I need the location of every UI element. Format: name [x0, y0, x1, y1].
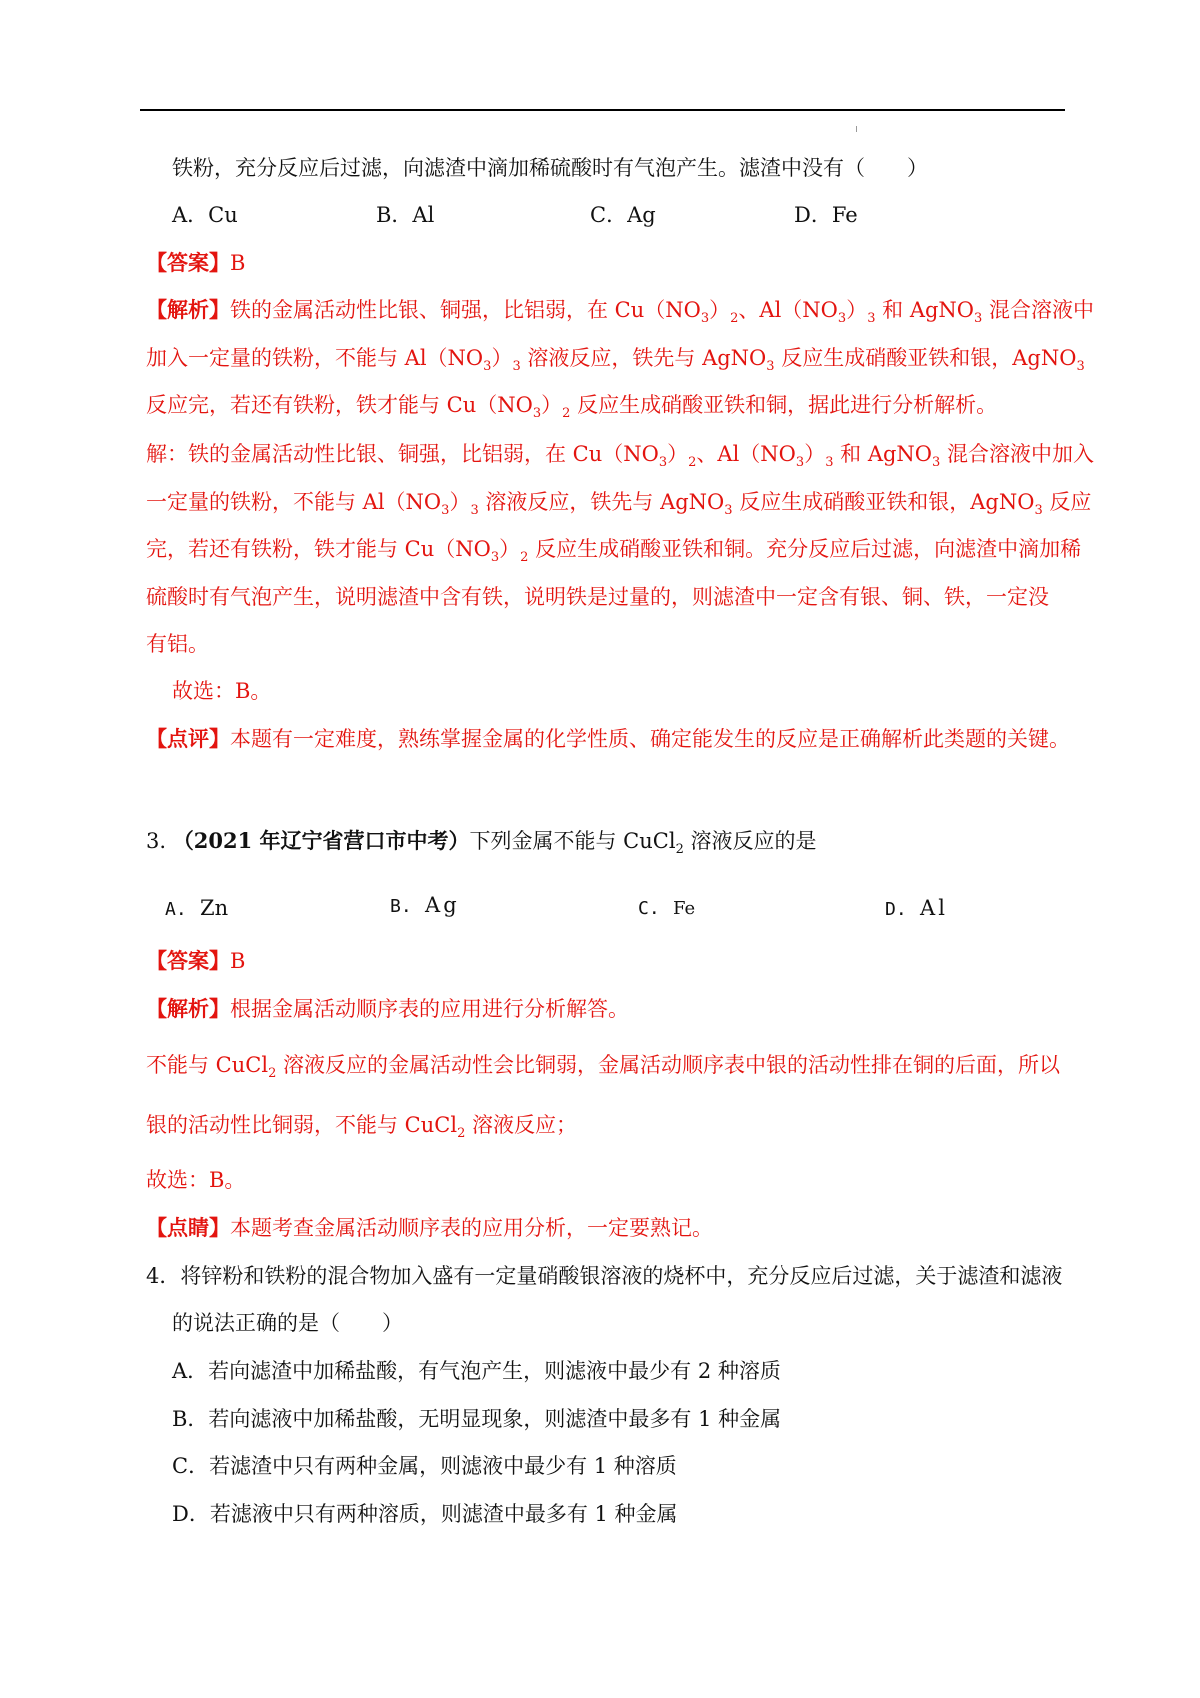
q2-analysis-line-2 [146, 343, 1085, 373]
subscript: 2 [562, 406, 571, 421]
text-run: 反应完，若还有铁粉，铁才能与 Cu（NO [146, 393, 533, 417]
q3-review [146, 1213, 713, 1243]
chem-line [146, 346, 1085, 374]
subscript: 3 [470, 503, 479, 518]
review-text: 本题有一定难度，熟练掌握金属的化学性质、确定能发生的反应是正确解析此类题的关键。 [230, 727, 1070, 751]
review-text: 本题考查金属活动顺序表的应用分析，一定要熟记。 [230, 1216, 713, 1240]
q2-solution-line-4 [146, 582, 1049, 612]
q2-answer [146, 248, 245, 278]
text-run: 反应生成硝酸亚铁和银，AgNO [774, 346, 1077, 370]
chem-line [146, 490, 1092, 518]
text-run: ） [846, 298, 868, 322]
text-run: 有铝。 [146, 632, 209, 656]
text-run: 反应生成硝酸亚铁和银，AgNO [732, 490, 1035, 514]
q2-review [146, 724, 1070, 754]
q3-option-d: D. Al [885, 896, 948, 920]
subscript: 3 [837, 311, 847, 326]
text-run: 溶液反应，铁先与 AgNO [478, 490, 725, 514]
subscript: 3 [490, 550, 500, 565]
text-run: 解：铁的金属活动性比银、铜强，比铝弱，在 Cu（NO [146, 442, 659, 466]
chem-line [146, 537, 1082, 565]
text-run: 、Al（NO [738, 298, 838, 322]
subscript: 3 [483, 359, 492, 374]
q2-solution-line-3 [146, 534, 1081, 564]
text-run: 一定量的铁粉，不能与 Al（NO [146, 490, 442, 514]
subscript: 3 [974, 311, 983, 326]
chem-line [146, 442, 1094, 470]
text-run: 混合溶液中加入 [940, 442, 1094, 466]
chem-line [146, 632, 209, 656]
text-run: ） [667, 442, 689, 466]
q3-stem [146, 826, 817, 856]
subscript: 3 [766, 359, 775, 374]
q2-solution-line-2 [146, 487, 1091, 517]
subscript: 2 [675, 842, 684, 857]
subscript: 3 [867, 311, 876, 326]
q2-option-b: B．Al [376, 203, 435, 227]
chem-line [230, 298, 1094, 326]
text-run: 铁的金属活动性比银、铜强，比铝弱，在 Cu（NO [230, 298, 701, 322]
subscript: 3 [932, 455, 941, 470]
q3-detail-line-2: 银的活动性比铜弱，不能与 CuCl$_2$ 溶液反应； [146, 1113, 578, 1141]
q4-stem-line-2: 的说法正确的是（ ） [172, 1311, 403, 1335]
subscript: 3 [532, 406, 542, 421]
text-run: 和 AgNO [875, 298, 975, 322]
q2-option-c: C．Ag [590, 203, 656, 227]
question-number: 3. [146, 829, 167, 853]
text-run: 反应生成硝酸亚铁和铜。充分反应后过滤，向滤渣中滴加稀 [528, 537, 1082, 561]
question-source: （2021 年辽宁省营口市中考） [172, 828, 470, 853]
answer-tag: 【答案】 [146, 250, 230, 275]
q4-option-a: A．若向滤渣中加稀盐酸，有气泡产生，则滤液中最少有 2 种溶质 [172, 1359, 781, 1383]
text-run: 加入一定量的铁粉，不能与 Al（NO [146, 346, 484, 370]
analysis-text: 根据金属活动顺序表的应用进行分析解答。 [230, 997, 629, 1021]
subscript: 2 [730, 311, 739, 326]
q4-option-c: C．若滤渣中只有两种金属，则滤液中最少有 1 种溶质 [172, 1454, 677, 1478]
q4-option-b: B．若向滤液中加稀盐酸，无明显现象，则滤渣中最多有 1 种金属 [172, 1407, 782, 1431]
analysis-tag: 【解析】 [146, 297, 230, 322]
q2-analysis-line-3 [146, 390, 997, 420]
chem-line [146, 393, 998, 421]
q3-detail-line-1: 不能与 CuCl$_2$ 溶液反应的金属活动性会比铜弱，金属活动顺序表中银的活动性排在铜的后面，所以 [146, 1053, 1061, 1081]
q4-option-d: D．若滤液中只有两种溶质，则滤渣中最多有 1 种金属 [172, 1502, 678, 1526]
stem-text: 下列金属不能与 CuCl [469, 829, 676, 853]
answer-value: B [230, 949, 246, 973]
q4-stem-line-1: 4．将锌粉和铁粉的混合物加入盛有一定量硝酸银溶液的烧杯中，充分反应后过滤，关于滤渣和滤液 [146, 1264, 1063, 1288]
text-run: 和 AgNO [833, 442, 933, 466]
text-run: 完，若还有铁粉，铁才能与 Cu（NO [146, 537, 491, 561]
analysis-tag: 【解析】 [146, 996, 230, 1021]
text-run: 、Al（NO [696, 442, 796, 466]
text-run: 硫酸时有气泡产生，说明滤渣中含有铁，说明铁是过量的，则滤渣中一定含有银、铜、铁，一定没 [146, 585, 1049, 609]
q2-option-d: D．Fe [794, 203, 858, 227]
q3-option-b: B. Ag [390, 893, 460, 917]
q3-option-c: C. Fe [638, 898, 696, 919]
text-run: 溶液反应，铁先与 AgNO [520, 346, 767, 370]
text-run: ） [804, 442, 826, 466]
q3-choice: 故选：B。 [146, 1168, 246, 1192]
text-run: ） [499, 537, 521, 561]
subscript: 3 [825, 455, 834, 470]
header-mark [856, 126, 857, 132]
text-run: ） [491, 346, 513, 370]
review-tag: 【点评】 [146, 726, 230, 751]
stem-text-end: 溶液反应的是 [683, 829, 817, 853]
q2-solution-line-1 [146, 439, 1094, 469]
text-run: ） [449, 490, 471, 514]
answer-value: B [230, 251, 246, 275]
q2-option-a: A．Cu [172, 203, 238, 227]
subscript: 3 [700, 311, 710, 326]
subscript: 3 [441, 503, 450, 518]
q3-answer [146, 946, 245, 976]
subscript: 3 [1076, 359, 1085, 374]
subscript: 2 [688, 455, 697, 470]
text-run: 反应生成硝酸亚铁和铜，据此进行分析解析。 [570, 393, 998, 417]
text-run: 反应 [1042, 490, 1092, 514]
subscript: 3 [795, 455, 805, 470]
text-run: ） [541, 393, 563, 417]
q3-analysis [146, 994, 629, 1024]
q3-option-a: A. Zn [165, 896, 229, 920]
subscript: 3 [658, 455, 668, 470]
subscript: 3 [512, 359, 521, 374]
subscript: 3 [724, 503, 733, 518]
text-run: ） [709, 298, 731, 322]
q2-stem: 铁粉，充分反应后过滤，向滤渣中滴加稀硫酸时有气泡产生。滤渣中没有（ ） [172, 156, 928, 180]
header-rule [140, 109, 1065, 111]
q2-choice: 故选：B。 [172, 679, 272, 703]
subscript: 3 [1034, 503, 1043, 518]
q2-analysis-line-1 [146, 295, 1094, 325]
q2-solution-line-5 [146, 629, 209, 659]
chem-line [146, 585, 1049, 609]
text-run: 混合溶液中 [982, 298, 1094, 322]
subscript: 2 [520, 550, 529, 565]
answer-tag: 【答案】 [146, 948, 230, 973]
review-tag: 【点睛】 [146, 1215, 230, 1240]
